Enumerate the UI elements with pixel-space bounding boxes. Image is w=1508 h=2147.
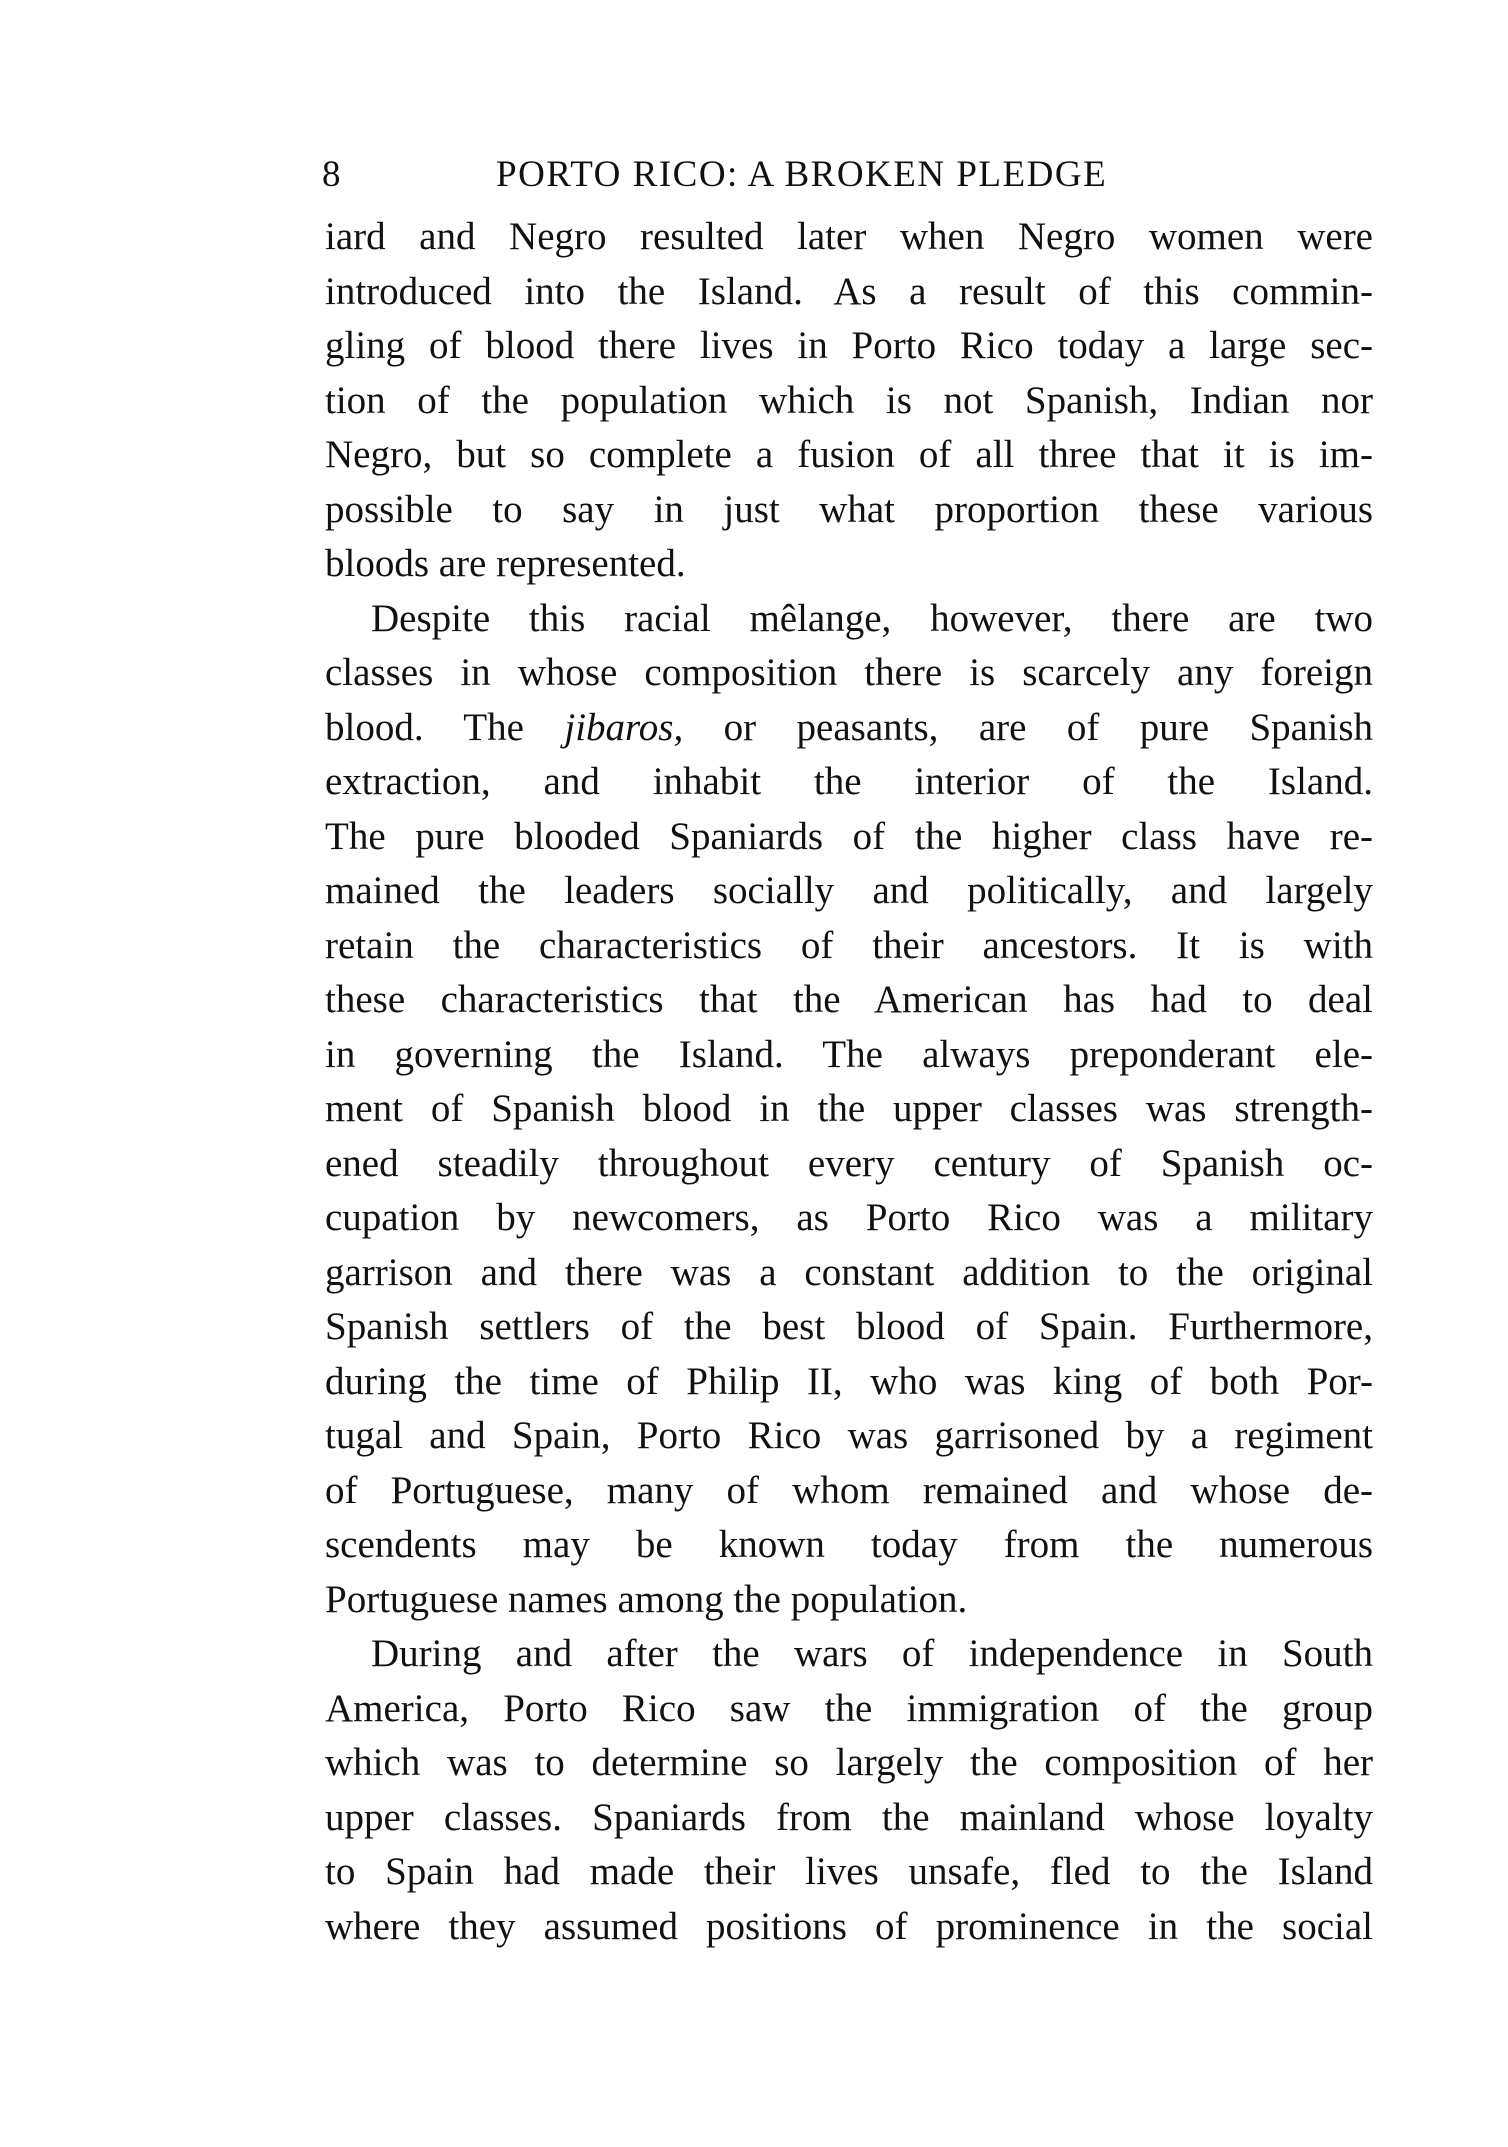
italic-term: jibaros, (564, 705, 684, 749)
text-line: garrison and there was a constant addition to the original (325, 1250, 1373, 1294)
text-line: tugal and Spain, Porto Rico was garrisoned by a regiment (325, 1414, 1373, 1457)
text-line: extraction, and inhabit the interior of the Island. (325, 760, 1373, 803)
text-line: iard and Negro resulted later when Negro women were (325, 215, 1373, 258)
text-line: of Portuguese, many of whom remained and whose de- (325, 1468, 1373, 1512)
text-line: During and after the wars of independence in South (371, 1632, 1373, 1675)
text-line: ened steadily throughout every century of Spanish oc- (325, 1141, 1373, 1185)
text-fragment: blood. The (325, 705, 565, 749)
text-line: mained the leaders socially and politically, and largely (325, 869, 1373, 912)
text-fragment: or peasants, are of pure Spanish (683, 705, 1374, 749)
text-line: possible to say in just what proportion these various (325, 487, 1373, 531)
text-line: tion of the population which is not Spanish, Indian nor (325, 378, 1373, 422)
text-line: to Spain had made their lives unsafe, fled to the Island (325, 1850, 1373, 1893)
text-line: gling of blood there lives in Porto Rico today a large sec- (325, 324, 1373, 367)
text-line: ment of Spanish blood in the upper classes was strength- (325, 1087, 1373, 1130)
text-line: introduced into the Island. As a result of this commin- (325, 269, 1373, 313)
text-line: scendents may be known today from the numerous (325, 1523, 1373, 1566)
running-head-title: PORTO RICO: A BROKEN PLEDGE (496, 154, 1108, 195)
text-line: Portuguese names among the population. (325, 1577, 968, 1621)
text-line: these characteristics that the American has had to deal (325, 978, 1373, 1021)
text-line: Spanish settlers of the best blood of Spain. Furthermore, (325, 1305, 1373, 1348)
text-line: retain the characteristics of their ancestors. It is with (325, 923, 1373, 967)
paragraph-3 (325, 1627, 1373, 1954)
text-line: in governing the Island. The always preponderant ele- (325, 1032, 1373, 1076)
paragraph-2 (325, 592, 1373, 1628)
text-line: classes in whose composition there is scarcely any foreign (325, 651, 1373, 694)
text-line: during the time of Philip II, who was king of both Por- (325, 1359, 1373, 1403)
text-line-with-italic (325, 701, 1373, 756)
text-line: cupation by newcomers, as Porto Rico was a military (325, 1196, 1373, 1239)
paragraph-1 (325, 210, 1373, 592)
text-line: Despite this racial mêlange, however, there are two (371, 596, 1373, 640)
page-number: 8 (322, 154, 342, 195)
text-line: Negro, but so complete a fusion of all three that it is im- (325, 433, 1373, 476)
text-line: bloods are represented. (325, 542, 686, 585)
text-line: upper classes. Spaniards from the mainland whose loyalty (325, 1795, 1373, 1839)
text-line: where they assumed positions of prominence in the social (325, 1904, 1373, 1948)
text-line: America, Porto Rico saw the immigration of the group (325, 1686, 1373, 1730)
text-line: which was to determine so largely the composition of her (325, 1741, 1373, 1784)
text-line: The pure blooded Spaniards of the higher class have re- (325, 814, 1373, 858)
running-head (322, 150, 1372, 200)
body-text (325, 210, 1373, 1954)
